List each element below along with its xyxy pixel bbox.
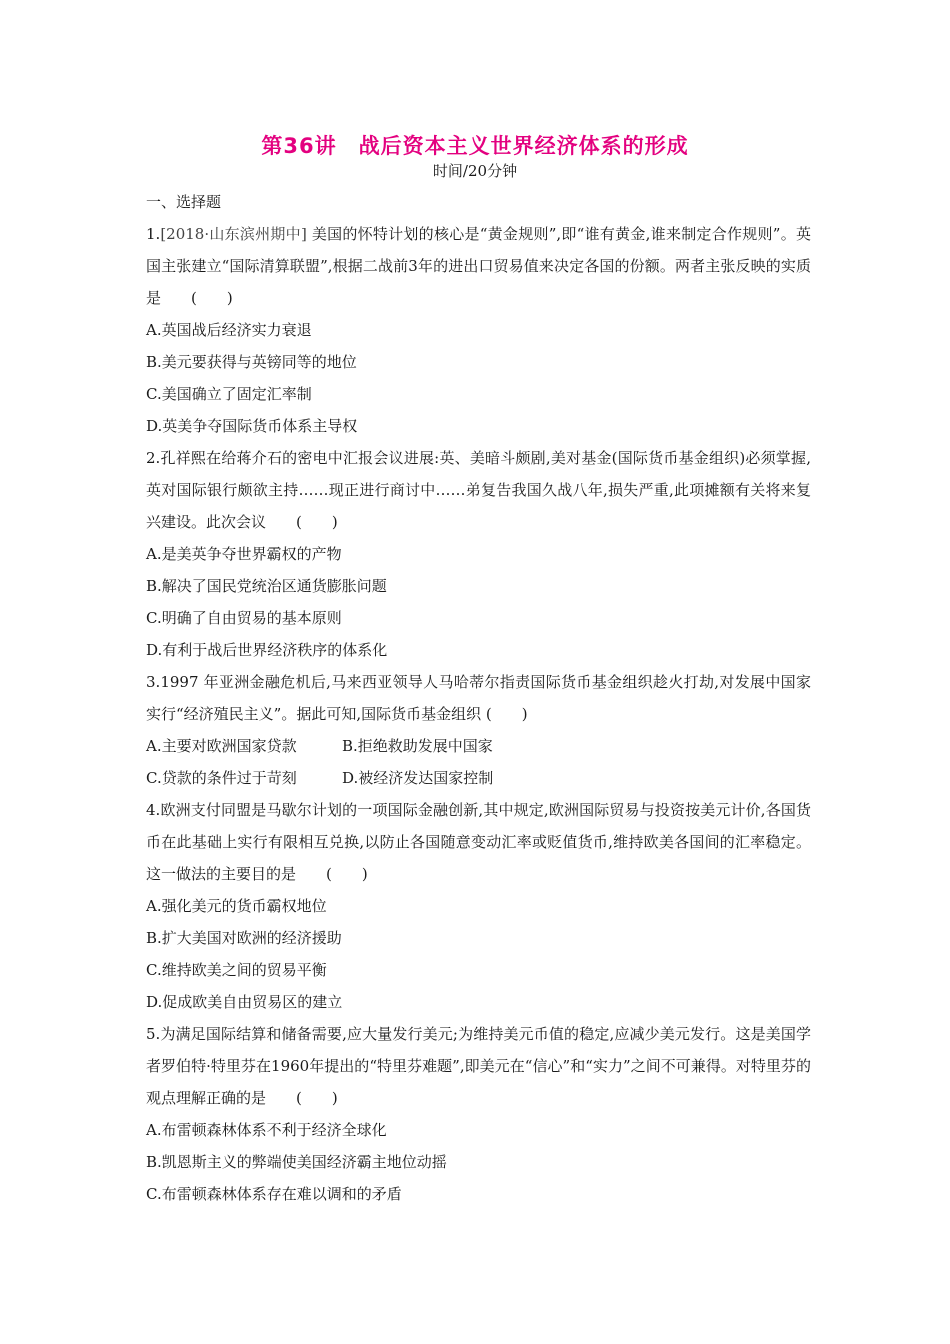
option-a: A.强化美元的货币霸权地位 (146, 897, 327, 915)
option-b: B.扩大美国对欧洲的经济援助 (146, 929, 342, 947)
option-a: A.英国战后经济实力衰退 (146, 321, 312, 339)
option-a: A.布雷顿森林体系不利于经济全球化 (146, 1121, 387, 1139)
question-text: 美国的怀特计划的核心是“黄金规则”,即“谁有黄金,谁来制定合作规则”。英国主张建立“国际清算联盟”,根据二战前3年的进出口贸易值来决定各国的份额。两者主张反映的实质是 ( ) (146, 225, 811, 307)
question-text: 1997 年亚洲金融危机后,马来西亚领导人马哈蒂尔指责国际货币基金组织趁火打劫,对发展中国家实行“经济殖民主义”。据此可知,国际货币基金组织 ( ) (146, 673, 811, 723)
question-number: 4. (146, 801, 161, 819)
option-c: C.布雷顿森林体系存在难以调和的矛盾 (146, 1185, 402, 1203)
time-limit: 时间/20分钟 (432, 162, 518, 180)
question-number: 1. (146, 225, 161, 243)
question-stem (146, 794, 811, 890)
question-number: 5. (146, 1025, 161, 1043)
option-c: C.明确了自由贸易的基本原则 (146, 609, 342, 627)
option-b: B.凯恩斯主义的弊端使美国经济霸主地位动摇 (146, 1153, 447, 1171)
lecture-title: 战后资本主义世界经济体系的形成 (358, 134, 689, 158)
question-stem (146, 1018, 811, 1114)
option-d: D.被经济发达国家控制 (342, 769, 494, 787)
option-b: B.拒绝救助发展中国家 (342, 737, 493, 755)
question-text: 孔祥熙在给蒋介石的密电中汇报会议进展:英、美暗斗颇剧,美对基金(国际货币基金组织)必须掌握,英对国际银行颇欲主持……现正进行商讨中……弟复告我国久战八年,损失严重,此项摊额有关将来复兴建设。此次会议 ( ) (146, 449, 811, 531)
option-c: C.美国确立了固定汇率制 (146, 385, 312, 403)
question-number: 3. (146, 673, 161, 691)
option-a: A.主要对欧洲国家贷款 (146, 737, 297, 755)
question-stem (146, 218, 811, 314)
option-c: C.贷款的条件过于苛刻 (146, 769, 297, 787)
option-d: D.有利于战后世界经济秩序的体系化 (146, 641, 388, 659)
option-d: D.促成欧美自由贸易区的建立 (146, 993, 343, 1011)
lecture-number: 第36讲 (261, 134, 337, 158)
question-stem (146, 666, 811, 730)
question-text: 为满足国际结算和储备需要,应大量发行美元;为维持美元币值的稳定,应减少美元发行。这是美国学者罗伯特·特里芬在1960年提出的“特里芬难题”,即美元在“信心”和“实力”之间不可兼得。对特里芬的观点理解正确的是 ( ) (146, 1025, 811, 1107)
option-b: B.美元要获得与英镑同等的地位 (146, 353, 357, 371)
option-c: C.维持欧美之间的贸易平衡 (146, 961, 327, 979)
page-title (0, 130, 950, 160)
question-list (146, 186, 811, 1210)
option-row (146, 762, 811, 794)
section-heading: 一、选择题 (146, 193, 222, 211)
option-row (146, 730, 811, 762)
question-text: 欧洲支付同盟是马歇尔计划的一项国际金融创新,其中规定,欧洲国际贸易与投资按美元计价,各国货币在此基础上实行有限相互兑换,以防止各国随意变动汇率或贬值货币,维持欧美各国间的汇率稳定。这一做法的主要目的是 ( ) (146, 801, 811, 883)
option-a: A.是美英争夺世界霸权的产物 (146, 545, 342, 563)
option-d: D.英美争夺国际货币体系主导权 (146, 417, 358, 435)
question-source: [2018·山东滨州期中] (160, 225, 307, 243)
question-number: 2. (146, 449, 161, 467)
question-stem (146, 442, 811, 538)
option-b: B.解决了国民党统治区通货膨胀问题 (146, 577, 387, 595)
